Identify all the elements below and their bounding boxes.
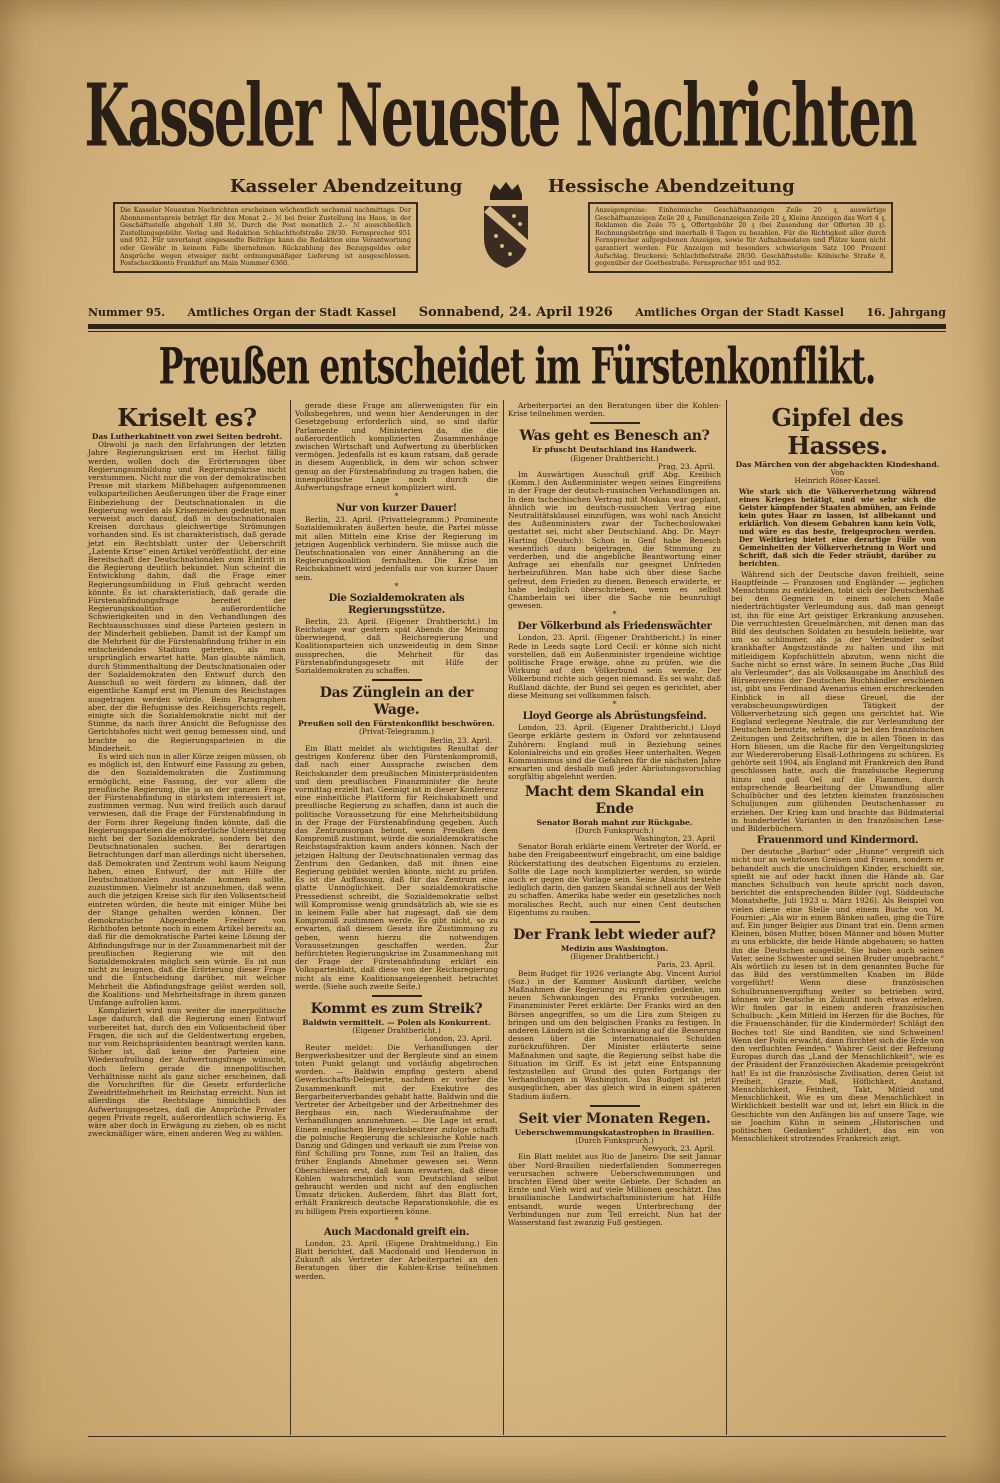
article-intro: Wie stark sich die Völkerverhetzung während eines Krieges betätigt, und wie sehr sich die Geister kämpfender Staaten abmühen, am Feinde kein gutes Haar zu lassen, ist allbekannt und erklärlich. Von diesem Gebahren kann kein Volk, und wäre es das beste, freigesprochen werden. Der Weltkrieg bietet eine derartige Fülle von Gemeinheiten der Völkerverhetzung in Wort und Schrift, daß sich die Feder sträubt, darüber zu berichten.: [739, 486, 936, 568]
issue-dateline: [88, 306, 946, 320]
article-headline: Kriselt es?: [117, 403, 257, 432]
article-byline: (Durch Funkspruch.): [575, 1136, 654, 1146]
article-byline: (Durch Funkspruch.): [575, 825, 654, 835]
masthead-title: Kasseler Neueste Nachrichten: [84, 66, 916, 167]
article-dateline: Paris, 23. April.: [656, 960, 715, 970]
article-paragraph: Arbeiterpartei an den Beratungen über die Kohlen-Krise teilnehmen werden.: [508, 401, 721, 419]
article-paragraph: London, 23. April. (Eigener Drahtbericht.) In einer Rede in Leeds sagte Lord Cecil: er könne sich nicht vorstellen, daß ein Außenminister irgendeine wichtige politische Frage erwäge, ohne zu prüfen, wie die Wirkung auf den Völkerbund sein werde. Der Völkerbund richte sich gegen niemand. Es sei wahr, daß Rußland dächte, der Bund sei gegen es gerichtet, aber diese Meinung sei vollkommen falsch.: [508, 633, 721, 700]
article-subheadline: Das Lutherkabinett von zwei Seiten bedroht.: [91, 432, 283, 441]
column-4: [731, 402, 944, 1143]
article-headline: Lloyd George als Abrüstungsfeind.: [522, 711, 707, 723]
article-paragraph: Im Auswärtigen Ausschuß griff Abg. Kreibich (Komm.) den Außenminister wegen seines Eingreifens in der Frage der deutsch-russischen Verhandlungen an. In dem tschechischen Vertrag mit Moskau war geplant, ähnlich wie im deutsch-russischen Vertrag eine Neutralitätsklausel einzufügen, was wohl nach Ansicht des Außenministers zwar der Tschechoslowakei gestattet sei, nicht aber Deutschland. Abg. Dr. Mayr-Harting (Deutsch): Schon in Genf habe Benesch wesentlich dazu beigetragen, die Stimmung zu verderben, und die angebliche Beantwortung einer Anfrage sei ebenfalls nur geeignet Unfrieden herbeizuführen. Man habe sich über diese Sache gefreut, dem Frieden zu dienen. Benesch erwiderte, er habe lediglich überschrieben, wenn es selbst Chamberlain sei über die Sache nie beunruhigt gewesen.: [508, 470, 721, 611]
article-paragraph: Kompliziert wird nun weiter die innerpolitische Lage dadurch, daß die Regierung einen Entwurf vorbereitet hat, durch den ein Volksentscheid über Fragen, die sich auf die Geldentwertung ergeben, nur vom Reichspräsidenten beantragt werden kann. Sicher ist, daß keine der Parteien eine Wiederaufrollung der Aufwertungsfrage wünscht, doch liefern gerade die innenpolitischen Verhältnisse nicht als ganz sicher erscheinen, daß die Vorschriften für die Gesetz erforderliche Zweidrittelmehrheit im Reichstag erreicht. Nun ist allerdings die Rechtslage hinsichtlich des Aufwertungsgesetzes, daß die Ansprüche Privater gegen Private regelt, außerordentlich schwierig. Es wäre aber doch in Erwägung zu ziehen, ob es nicht zweckmäßiger wäre, einen anderen Weg zu wählen.: [88, 1006, 286, 1139]
article-headline: Auch Macdonald greift ein.: [323, 1226, 470, 1238]
kassel-coat-of-arms-icon: [476, 180, 536, 270]
masthead-rule: [88, 324, 946, 329]
article-byline: Heinrich Röser-Kassel.: [794, 476, 881, 486]
section-separator-star: *: [394, 1215, 399, 1225]
section-separator-star: *: [612, 610, 617, 620]
article-separator-rule: [372, 995, 422, 997]
masthead-left-subtitle: Kasseler Abendzeitung: [230, 176, 463, 197]
article-subheadline: Das Märchen von der abgehackten Kindeshand.: [735, 460, 940, 469]
bottom-rule: [88, 1436, 946, 1437]
article-subheadline: Baldwin vermittelt. — Polen als Konkurrent.: [302, 1017, 491, 1027]
issue-number: Nummer 95.: [88, 306, 166, 319]
article-byline: (Eigener Drahtbericht.): [570, 952, 659, 962]
article-paragraph: London, 23. April. (Eigener Drahtbericht.) Lloyd George erklärte gestern in Oxford vor zehntausend Zuhörern: England muß in Beziehung seines Kolonialreichs und ein großes Heer unterhalten. Wegen Kommunismus sind die Gefahren für die nächsten Jahre erwarten und deshalb muß jeder Abrüstungsvorschlag sorgfältig abgelehnt werden.: [508, 723, 721, 782]
advertising-rates-box: Anzeigenpreise: Einheimische Geschäftsanzeigen Zeile 20 ₰, auswärtige Geschäftsanzeigen Zeile 20 ₰, Familienanzeigen Zeile 20 ₰, Kleine Anzeigen das Wort 4 ₰, Reklamen die Zeile 75 ₰, Offertgebühr 20 ₰ (bei Zusendung der Offerten 30 ₰). Rechnungsbeträge sind innerhalb 8 Tagen zu bezahlen. Für die Richtigkeit aller durch Fernsprecher aufgegebenen Anzeigen, sowie für Aufnahmedaten und Plätze kann nicht garantiert werden. Für Anzeigen mit besonders schwierigem Satz 100 Prozent Aufschlag. Druckerei: Schlachthofstraße 28/30. Geschäftsstelle: Kölnische Straße 8, gegenüber der Goethestraße. Fernsprecher 951 und 952.: [588, 202, 893, 273]
article-headline: Kommt es zum Streik?: [310, 1000, 483, 1017]
article-headline: Frauenmord und Kindermord.: [756, 835, 919, 847]
issue-date: Sonnabend, 24. April 1926: [418, 305, 613, 320]
section-separator-star: *: [394, 581, 399, 591]
article-paragraph: Beim Budget für 1926 verlangte Abg. Vincent Auriol (Soz.) in der Kammer Auskunft darüber, welche Maßnahmen die Regierung zu ergreifen gedenke, um neuen Schwankungen des Franks vorzubeugen. Finanzminister Peret erklärte: Der Franks wird an den Börsen angegriffen, so um die Lira zum Steigen zu bringen und um den belgischen Franks zu festigen. In anderen Ländern ist die Schwankung auf die Besserung dessen über die internationalen Schulden zurückzuführen. Der Minister erläuterte seine Maßnahmen und sagte, die Regierung selbst habe die Situation im Griff. Es ist jetzt eine Entspannung festzustellen auf Grund des guten Fortgangs der Verhandlungen in Washington. Das Budget ist jetzt ausgeglichen, aber das gleich wird in einem späteren Stadium äußern.: [508, 968, 721, 1101]
article-subheadline: Medizin aus Washington.: [560, 943, 669, 953]
section-separator-star: *: [612, 700, 617, 710]
article-paragraph: Ein Blatt meldet als wichtigstes Resultat der gestrigen Konferenz über den Fürstenkompromiß, daß nach einer Aussprache zwischen dem Reichskanzler dem preußischen Ministerpräsidenten und dem preußischen Finanzminister die heute vormittag erzielt hat. Geeinigt ist in dieser Konferenz eine einheitliche Plattform für Reichskabinett und preußische Regierung zu schaffen, dann ist auch die politische Voraussetzung für eine Mehrheitsbildung in der Frage der Fürstenabfindung gegeben. Auch das Zentrumsorgan betont, wenn Preußen dem Kompromiß zustimmt, würde die sozialdemokratische Reichstagsfraktion kaum anders können. Nach der jetzigen Haltung der Deutschnationalen vermag das Zentrum den Gedanken, daß mit ihnen eine Regierung gebildet werden könnte, nicht zu prüfen. Es ist die Auffassung, daß für das Zentrum eine glatte Unmöglichkeit. Der sozialdemokratische Pressedienst schreibt, die Sozialdemokratie selbst will Kompromisse wenig grundsätzlich ab, wie sie es in keinem Falle aber hat zugesagt, daß sie dem Kompromiß zustimmen werde. Es gibt nicht, so zu erwarten, daß diesem Gesetz ihre Zustimmung zu geben, wenn hierzu die notwendigen Voraussetzungen geschaffen werden. Zur befürchteten Regierungskrise im Zusammenhang mit der Frage der Fürstenabfindung erklärt ein Volksparteiblatt, daß diese von der Reichsregierung nicht als eine Koalitionsangelegenheit betrachtet werde. (Siehe auch zweite Seite.): [295, 743, 498, 991]
article-separator-rule: [590, 422, 640, 424]
article-subheadline: Senator Borah mahnt zur Rückgabe.: [536, 817, 693, 827]
article-headline: Die Sozialdemokraten als Regierungsstütze.: [328, 592, 465, 616]
article-paragraph: Berlin, 23. April. (Eigener Drahtbericht.) Im Reichstage war gestern spät Abends die Meinung überwiegend, daß Reichsregierung und Koalitionsparteien sich unzweideutig in dem Sinne aussprechen, die Mehrheit für das Fürstenabfindungsgesetz mit Hilfe der Sozialdemokraten zu schaffen.: [295, 616, 498, 676]
article-dateline: Prag, 23. April.: [657, 461, 715, 471]
article-headline: Seit vier Monaten Regen.: [518, 1110, 711, 1127]
article-paragraph: Obwohl ja nach den Erfahrungen der letzten Jahre Regierungskrisen erst im Herbst fällig werden, wollen doch die Erörterungen über Regierungsumbildung und Regierungskrise nicht verstummen. Nicht nur die von der demokratischen Presse mit starkem Mißbehagen aufgenommenen volksparteilichen Aeußerungen über die Frage einer Einbeziehung der Deutschnationalen in die Regierung werden als Krisenzeichen gedeutet, man verweist auch darauf, daß in deutschnationalen Kreisen durchaus gleichwertige Strömungen vorhanden sind. Es ist charakteristisch, daß gerade jetzt ein Rechtsblatt unter der Ueberschrift „Latente Krise“ einen Artikel veröffentlicht, der eine Bereitschaft der Deutschnationalen zum Eintritt in die Regierung deutlich bekundet. Nun scheint die Entwicklung dahin, daß die Frage einer Regierungsumbildung in Fluß gebracht werden könnte. Es ist charakteristisch, daß gerade die Fürstenabfindungsfrage bereitet der Regierungskoalition außerordentliche Schwierigkeiten und in den Verhandlungen des Rechtsausschusses sind diese Parteien gestern in der Minderheit geblieben. Damit ist der Kampf um die Mehrheit für die Fürstenabfindung früher in ein entscheidendes Stadium getreten, als man ursprünglich erwartet hatte. Man glaubte nämlich, durch Stimmenthaltung der Deutschnationalen oder der Sozialdemokraten den Entwurf durch den Ausschuß so weit fördern zu können, daß der eigentliche Kampf erst im Plenum des Reichstages ausgetragen werden würde. Beim Paragraphen aber, der die Befugnisse des Reichsgerichts regelt, einigte sich die Sozialdemokratie nicht mit der Stimme, da nach ihrer Ansicht die Befugnisse des Gerichtshofes nicht weit genug bemessen sind, und brachte so die Regierungsparteien in die Minderheit.: [88, 440, 286, 753]
article-headline: Gipfel des Hasses.: [771, 403, 904, 460]
article-byline: (Eigener Drahtbericht.): [352, 1026, 441, 1036]
subscription-info-box: Die Kasseler Neuesten Nachrichten erscheinen wöchentlich sechsmal nachmittags. Der Abonnementspreis beträgt für den Monat 2.– ℳ bei freier Zustellung ins Haus, in der Geschäftsstelle abgeholt 1.80 ℳ. Durch die Post monatlich 2.– ℳ ausschließlich Zustellungsgebühr. Verlag und Redaktion Schlachthofstraße 28/30. Fernsprecher 951 und 952. Für unverlangt eingesandte Beiträge kann die Redaktion eine Verantwortung oder Gewähr in keinem Falle übernehmen. Rückzahlung des Bezugsgeldes oder Ansprüche wegen etwaiger nicht ordnungsmäßiger Lieferung ist ausgeschlossen. Postscheckkonto Frankfurt am Main Nummer 6360.: [113, 202, 418, 273]
article-headline: Der Völkerbund als Friedenswächter: [517, 621, 712, 633]
article-paragraph: gerade diese Frage am allerwenigsten für ein Volksbegehren, und wenn hier Aenderungen in der Gesetzgebung erforderlich sind, so sind dafür Parlamente und Ministerien da, die die außerordentlich komplizierten Zusammenhänge zwischen Wirtschaft und Aufwertung zu überblicken vermögen. Jedenfalls ist es kaum ratsam, daß gerade in diesem Augenblick, in dem wir schon schwer genug an der Fürstenabfindung zu tragen haben, die innenpolitische Lage noch durch die Aufwertungsfrage erneut kompliziert wird.: [295, 401, 498, 493]
article-dateline: Washington, 23. April: [633, 833, 715, 843]
official-organ-right: Amtliches Organ der Stadt Kassel: [635, 306, 844, 319]
article-headline: Was geht es Benesch an?: [519, 428, 710, 445]
article-paragraph: Ein Blatt meldet aus Rio de Janeiro: Die seit Januar über Nord-Brasilien niederfallenden Sommerregen verursachen schwere Ueberschwemmungen und brachten Elend über weite Gebiete. Der Schaden an Ernte und Vieh wird auf viele Millionen geschätzt. Das brasilianische Landwirtschaftsministerium hat Hilfe entsandt, wurde wegen Unterbrechung der Verbindungen nur zum Teil erreicht. Nun hat der Wasserstand fast zwanzig Fuß gestiegen.: [508, 1152, 721, 1228]
article-paragraph: Berlin, 23. April. (Privattelegramm.) Prominente Sozialdemokraten äußerten heute, die Partei müsse mit allen Mitteln eine Krise der Regierung im jetzigen Augenblick verhindern. Sie müsse auch die Deutschnationalen von einer Annäherung an die Regierungskoalition fernhalten. Die Krise im Reichskabinett wird jedenfalls nur von kurzer Dauer sein.: [295, 515, 498, 582]
article-paragraph: Reuter meldet: Die Verhandlungen der Bergwerksbesitzer und der Bergleute sind an einem toten Punkt gelangt und vorläufig abgebrochen worden. — Baldwin empfing gestern abend Gewerkschafts-Delegierte, nachdem er vorher die Zusammenkunft mit der Exekutive des Bergarbeiterverbandes gehabt hatte. Baldwin und die Vertreter der Arbeitgeber und der Arbeitnehmer des Bergbaus ein, nach Wiederaufnahme der Verhandlungen anzunehmen. — Die Lage ist ernst. Einem englischen Bergwerksbesitzer zufolge schafft die polnische Regierung die schlesische Kohle nach Danzig und Gdingen und verkauft sie zum Preise von fünf Schilling pro Tonne, zum Teil an Italien, das früher Englands Abnehmer gewesen sei. Wenn Oberschlesien erst, daß kaum erwarten, daß diese Kohlen wahrscheinlich von Deutschland selbst gebraucht werden und nicht auf den englischen Umsatz drücken. Außerdem, fährt das Blatt fort, erhält Frankreich deutsche Reparationskohle, die es zu billigem Preis exportieren könne.: [295, 1042, 498, 1216]
article-paragraph: Es wird sich nun in aller Kürze zeigen müssen, ob es möglich ist, den Entwurf eine Fassung zu geben, die den Sozialdemokraten die Zustimmung ermöglicht, eine Fassung, der vor allem die preußische Regierung, die ja an der ganzen Frage der Fürstenabfindung in stärkstem interessiert ist, zustimmen vermag. Nun wird freilich auch darauf verwiesen, daß die Frage der Fürstenabfindung in der Form ihrer Regelung finden könnte, daß die Regierungsparteien die erforderliche Unterstützung nicht bei der Sozialdemokratie, sondern bei den Deutschnationalen suchen. Bei derartigen Betrachtungen darf man allerdings nicht übersehen, daß Demokraten und Zentrum wohl kaum Neigung haben, einen Entwurf, der mit Hilfe der Deutschnationalen zustande kommen sollte, zuzustimmen. Vielmehr ist anzunehmen, daß wenn auch die jetzigen Kreise sich für den Volksentscheid eintreten würden, die heute mit einiger Mühe bei der Stange gehalten werden können. Der demokratische Abgeordnete Freiherr von Richthofen betonte noch in einem Artikel bereits an, daß für die demokratische Partei keine Lösung der Abfindungsfrage nur in der Zusammenarbeit mit der preußischen Regierung wie mit den Sozialdemokraten möglich sein würde. Es ist nun nicht zu leugnen, daß die Erörterung dieser Frage und die Entscheidung darüber, mit welcher Mehrheit die Abfindungsfrage gelöst werden soll, die Koalitions- und Mehrheitsfrage in ihrem ganzen Umfange aufrollen kann.: [88, 751, 286, 1008]
masthead-right-subtitle: Hessische Abendzeitung: [548, 176, 795, 197]
article-subheadline: Preußen soll den Fürstenkonflikt beschwören.: [298, 719, 495, 729]
official-organ-left: Amtliches Organ der Stadt Kassel: [187, 306, 397, 319]
column-3: [508, 402, 721, 1227]
column-divider: [726, 400, 727, 1435]
masthead-rule-thin: [88, 331, 946, 332]
column-divider: [290, 400, 291, 1435]
article-headline: Nur von kurzer Dauer!: [336, 503, 457, 515]
article-headline: Macht dem Skandal ein Ende: [524, 783, 705, 817]
article-dateline: London, 23. April.: [424, 1034, 492, 1044]
article-dateline: Newyork, 23. April.: [641, 1144, 715, 1154]
article-subheadline: Ueberschwemmungskatastrophen in Brasilien.: [514, 1127, 715, 1137]
article-dateline: Berlin, 23. April.: [429, 735, 492, 745]
article-headline: Das Zünglein an der Wage.: [319, 685, 474, 719]
article-paragraph: London, 23. April. (Eigene Drahtmeldung.) Ein Blatt berichtet, daß Macdonald und Henderson in Zukunft als Vertreter der Arbeiterpartei an den Beratungen über die Kohlen-Krise teilnehmen werden.: [295, 1238, 498, 1281]
column-2: [295, 402, 498, 1281]
main-headline: Preußen entscheidet im Fürstenkonflikt.: [158, 337, 876, 396]
article-separator-rule: [590, 1105, 640, 1107]
column-divider: [503, 400, 504, 1435]
article-paragraph: Der deutsche „Barbar“ oder „Hunne“ vergreift sich nicht nur an wehrlosen Greisen und Frauen, sondern er behandelt auch die unschuldigen Kinder, erschießt sie, spießt sie auf oder hackt ihnen die Hände ab. Gar manches Schulbuch von heute spricht noch davon, berichtet die entsprechenden Bilder (vgl. Süddeutsche Monatshefte, Juli 1923 u. März 1926). Als Beispiel von vielen diene eine Stelle und einem Buche von M. Fournier: „Als wir in einem Bänken saßen, ging die Türe auf. Ein junger Belgier aus Dinant trat ein. Denn armen Kleinen, bösen Mutter, bösen Männer und bösen Mutter zu uns erblickte, die beide Hände abgehauen; so hatten ihn die Deutschen ausgeübt. Sie haben auch seinen Vater, seine Schwester und seinen Bruder umgebracht.“ Als wörtlich zu lesen ist in dem genannten Buche für das Bild des verstümmelten Knaben im Bilde vorgeführt! Wenn diese französischen Schulbrunnenvergiftung weiter so betrieben wird, können wir Deutsche in Zukunft noch etwas erleben. Wir finden gar in einem anderen französischen Schulbuch: „Kein Mitleid im Herzen für die Boches, für die Frauenschänder, für die Kindermörder! Schlägt den Boches tot! Sie sind Banditen, sie sind Schweinen! Wenn der Poilu erwacht, dann fürchtet sich die Erde von den verfluchten Feinden.“ Wahrer Geist der Befreiung Europas durch das „Land der Menschlichkeit“, wie es der Präsident der Französischen Akademie preisgekrönt hat! Es ist die französische Zivilisation, deren Geist ist Freiheit, Grazie, Maß, Höflichkeit, Anstand, Menschlichkeit, Feinheit, Takt, Mitleid und Menschlichkeit. Wie es um diese Menschlichkeit in Wirklichkeit bestellt war und ist, lehrt ein Blick in die Geschichte von den Anfängen bis auf unsere Tage, wie sie Joachim Kühn in seinem „Historischen und politischen Gedanken“ schildert, das ein von Menschlichkeit strotzendes Frankreich zeigt.: [731, 847, 944, 1144]
article-subheadline: Er pfuscht Deutschland ins Handwerk.: [532, 445, 697, 455]
article-byline: (Eigener Drahtbericht.): [570, 453, 659, 463]
article-byline: (Privat-Telegramm.): [359, 727, 434, 737]
volume: 16. Jahrgang: [866, 306, 946, 319]
article-separator-rule: [590, 921, 640, 923]
article-separator-rule: [372, 679, 422, 681]
article-byline: Von: [830, 468, 845, 478]
article-headline: Der Frank lebt wieder auf?: [513, 926, 716, 943]
article-paragraph: Während sich der Deutsche davon freihielt, seine Hauptfeinde — Franzosen und Engländer — jeglichen Menschtums zu entkleiden, tobt sich der Deutschenhaß bei den Gegnern in einem solchen Maße niederträchtigster Verleumdung aus, daß man geneigt ist, ihn für eine Art geistiger Erkrankung anzusehen. Die verruchtesten Greuelmärchen, mit denen man das Bild des deutschen Soldaten zu besudeln beliebte, war um so schlimmer, als ja der Verleumder selbst krankhafter Angstzustände zu halten und ihn mit mitleidigem Kopfschütteln abzutun, wenn nicht die Sache nicht so ernst wäre. In seinem Buche „Das Bild als Verleumder“, das als Volksausgabe im Anschluß des Bürsenvereins der Deutschen Buchhändler erschienen ist, gibt uns Ferdinand Avenarius einen erschreckenden Einblick in all diese Greuel, die der verabscheuungswürdigen Tätigkeit der Völkerverhetzung sich gegen uns gerichtet hat. Wie England verlegene Neutrale, die zur Verleumdung der Deutschen benutzte, sehen wir ja bei den französischen Zeitungen und Zeitschriften, die in allen Tönen in das Horn bliesen, um die Rache für den Vergeltungskrieg zur Wiedereroberung Elsaß-Lothringens zu schüren. Es gehörte seit 1904, als England mit Frankreich den Bund geschlossen hatte, auch die französische Regierung hinzu und goß Oel auf die Flammen, durch entsprechende Bearbeitung der Umwandlung aller Schulbücher und des letzten kleinsten französischen Schuljungen zum glühenden Deutschenhasser zu erziehen. Der Krieg kam und brachte das Bildmaterial in hunderterlei Varianten in den französischen Lese- und Bilderbüchern.: [731, 569, 944, 833]
column-1: [88, 402, 286, 1138]
article-paragraph: Senator Borah erklärte einem Vertreter der World, er habe den Freigabeentwurf eingebracht, um eine baldige Rückerstattung des deutschen Eigentums zu erzielen. Sollte die Lage noch komplizierter werden, so würde auch er gegen die Vorlage sein. Seine Absicht bestehe lediglich darin, den ganzen Skandal schnell aus der Welt zu schaffen. Amerika habe weder ein gesetzliches noch moralisches Recht, auch nur einen Cent deutschen Eigentums zu rauben.: [508, 842, 721, 917]
section-separator-star: *: [394, 492, 399, 502]
